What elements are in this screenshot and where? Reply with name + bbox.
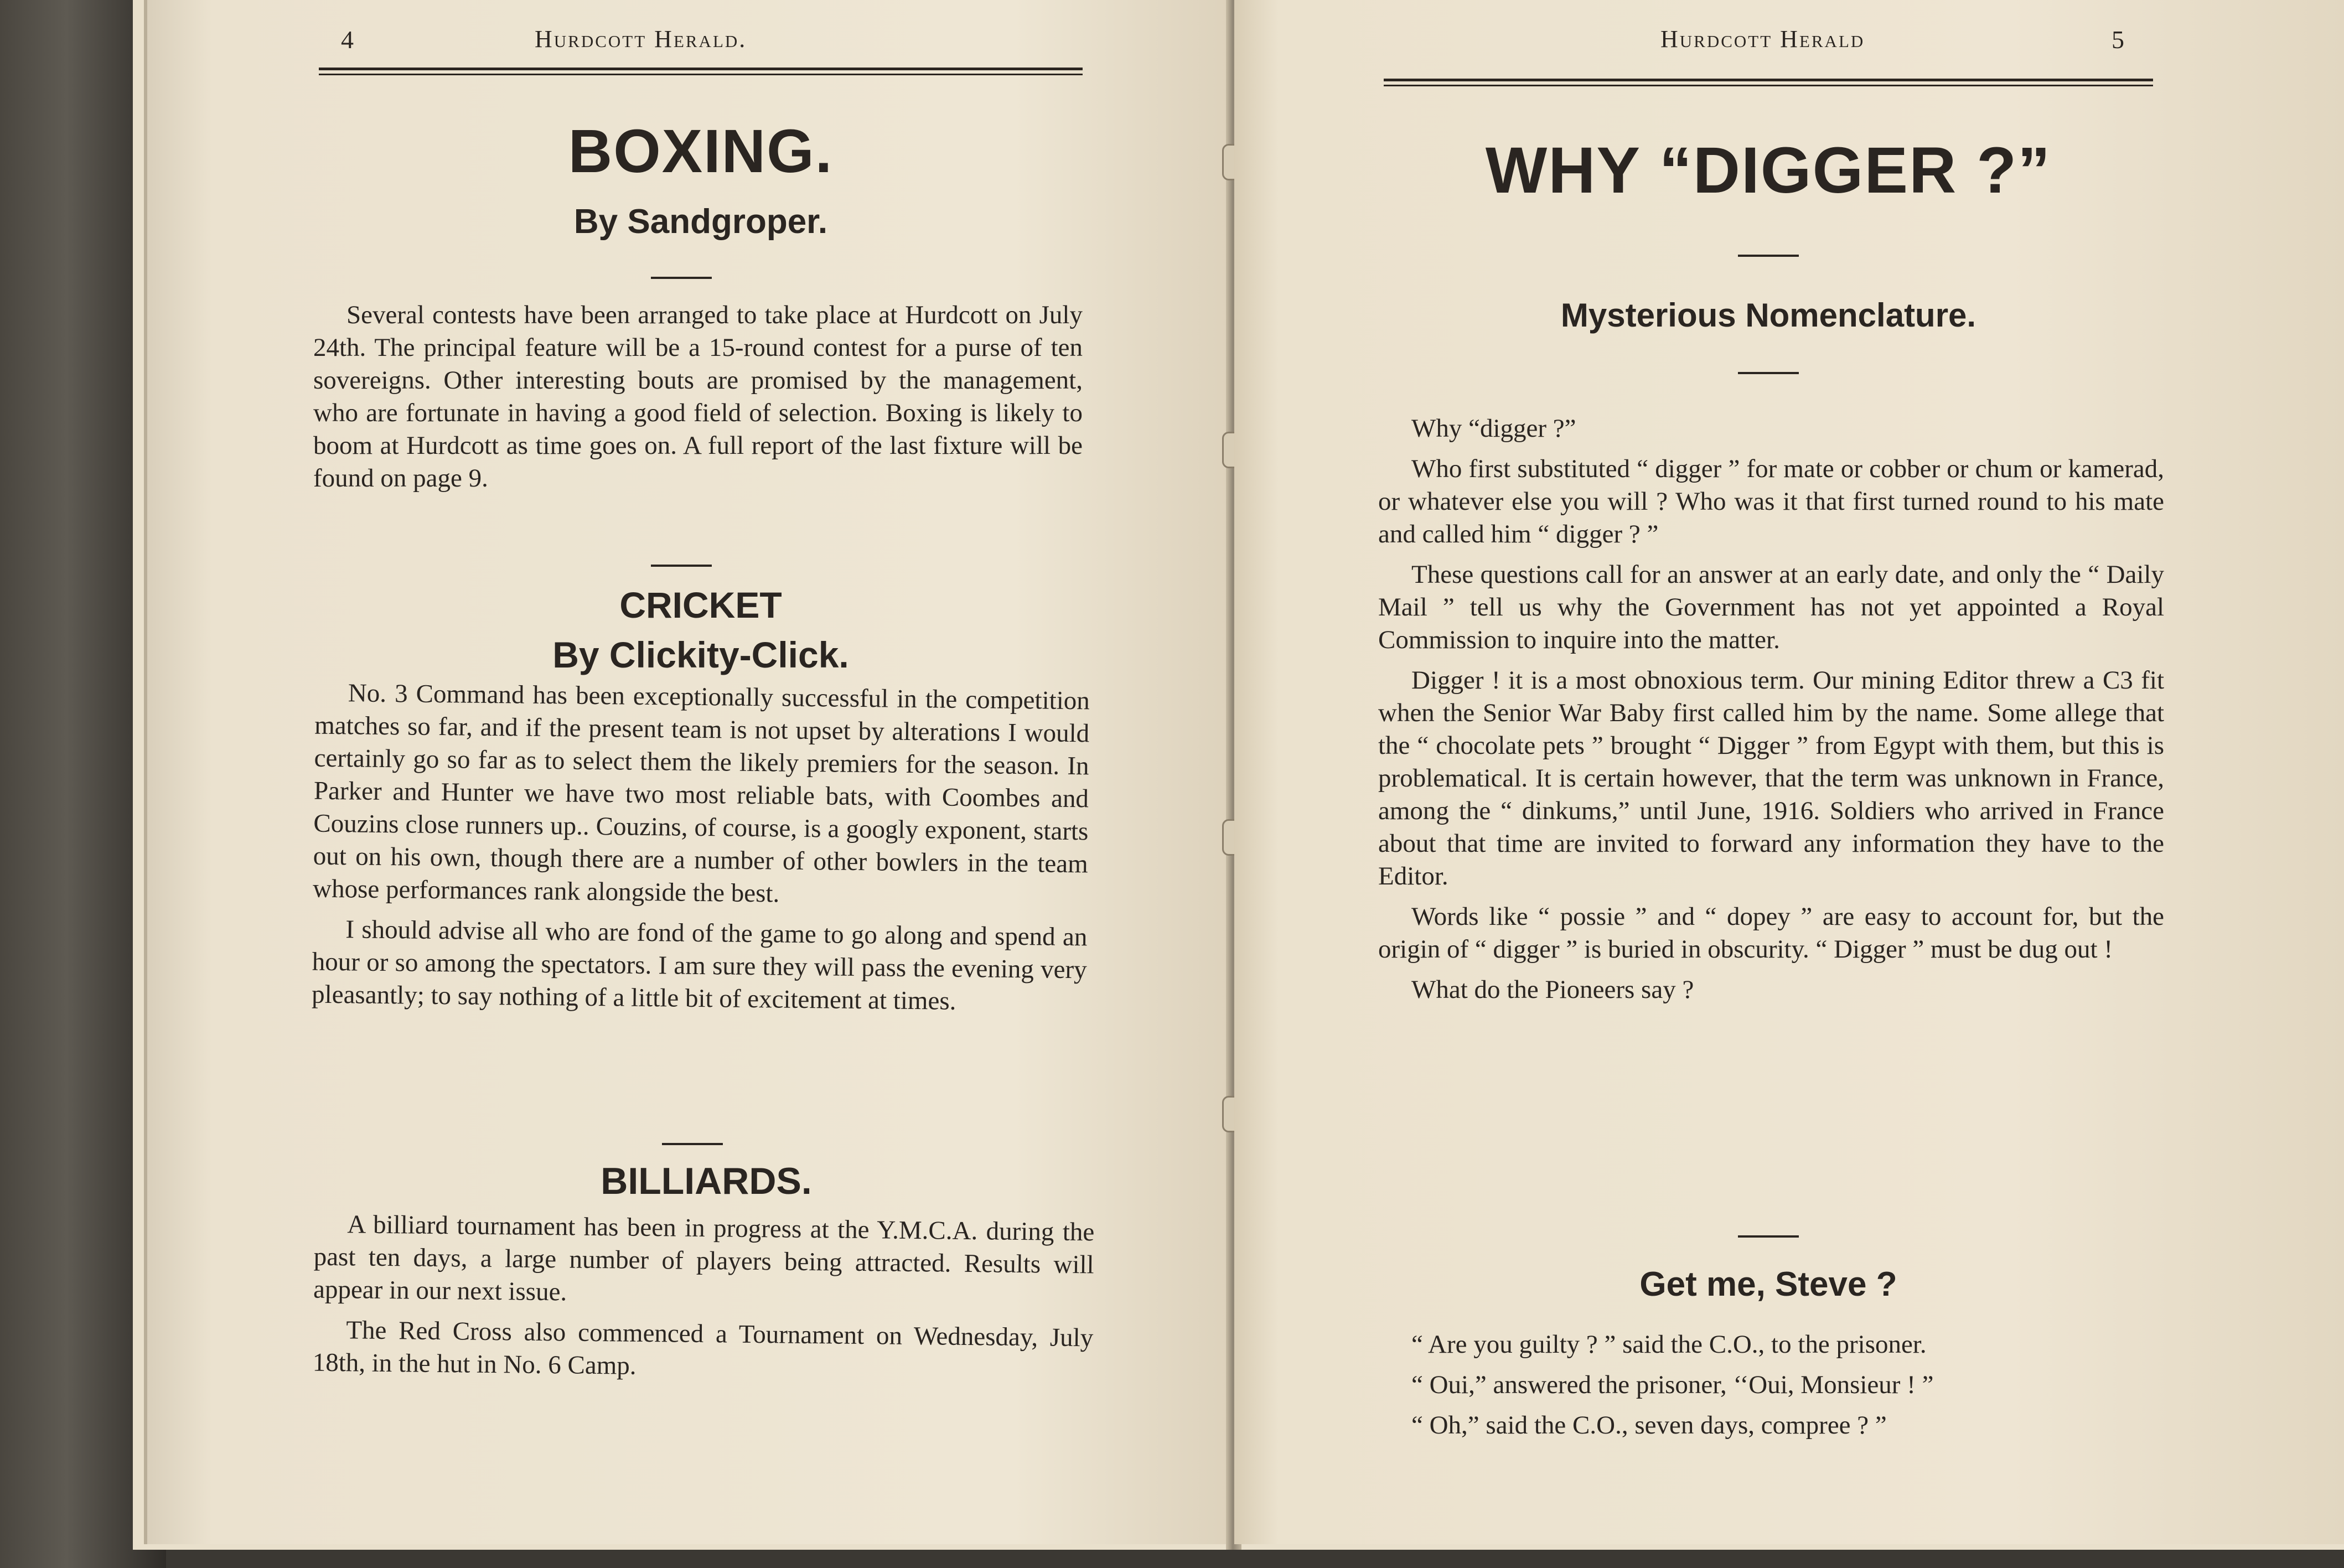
paragraph: Several contests have been arranged to take place at Hurdcott on July 24th. The principal feature will be a 15-round contest for a purse of ten sovereigns. Other interesting bouts are promised by the management, who are fortunate in having a good field of selection. Boxing is likely to boom at Hurdcott as time goes on. A full report of the last fixture will be found on page 9. bbox=[313, 301, 1083, 493]
article-subtitle: Mysterious Nomenclature. bbox=[1560, 297, 1976, 334]
header-rule bbox=[319, 68, 1083, 75]
steve-title: Get me, Steve ? bbox=[1639, 1265, 1897, 1303]
billiards-title: BILLIARDS. bbox=[601, 1160, 812, 1202]
running-head: Hurdcott Herald bbox=[1660, 25, 1865, 53]
magazine-spread bbox=[133, 0, 2344, 1550]
paragraph: Digger ! it is a most obnoxious term. Our mining Editor threw a C3 fit when the Senior War Baby first called him by the name. Some allege that the “ chocolate pets ” brought “ Digger ” from Egypt with them, but this is problematical. It is certain however, that the term was unknown in France, among the “ dinkums,” until June, 1916. Soldiers who arrived in France about that time are invited to forward any information they have to the Editor. bbox=[1378, 666, 2164, 891]
article-title: WHY “DIGGER ?” bbox=[1485, 134, 2052, 207]
section-rule bbox=[1738, 372, 1799, 374]
page-number: 4 bbox=[341, 25, 354, 54]
paragraph: Why “digger ?” bbox=[1411, 414, 1576, 443]
paragraph: No. 3 Command has been exceptionally successful in the competition matches so far, and if the present team is not upset by alterations I would certainly go so far as to select them the likely premiers for the season. In Parker and Hunter we have two most reliable bats, with Coombes and Couzins close runners up.. Couzins, of course, is a googly exponent, starts out on his own, though there are a number of other bowlers in the team whose performances rank alongside the best. bbox=[312, 679, 1090, 908]
section-rule bbox=[651, 565, 712, 567]
steve-dialogue bbox=[1378, 1328, 2164, 1442]
paragraph: What do the Pioneers say ? bbox=[1411, 975, 1694, 1004]
paragraph: Words like “ possie ” and “ dopey ” are easy to account for, but the origin of “ digger ” is buried in obscurity. “ Digger ” must be dug out ! bbox=[1378, 902, 2164, 964]
billiards-article bbox=[312, 1208, 1094, 1388]
header-rule bbox=[1384, 79, 2153, 86]
digger-article bbox=[1378, 412, 2164, 1006]
paragraph: A billiard tournament has been in progress at the Y.M.C.A. during the past ten days, a large number of players being attracted. Results will appear in our next issue. bbox=[313, 1210, 1095, 1307]
dialogue-line: “ Oh,” said the C.O., seven days, compree ? ” bbox=[1411, 1411, 1887, 1440]
left-page bbox=[144, 0, 1229, 1544]
dialogue-line: “ Are you guilty ? ” said the C.O., to the prisoner. bbox=[1411, 1330, 1927, 1359]
boxing-title: BOXING. bbox=[568, 117, 834, 185]
section-rule bbox=[1738, 255, 1799, 257]
page-number: 5 bbox=[2112, 25, 2124, 54]
paragraph: Who first substituted “ digger ” for mate or cobber or chum or kamerad, or whatever else you will ? Who was it that first turned round to his mate and called him “ digger ? ” bbox=[1378, 454, 2164, 548]
boxing-byline: By Sandgroper. bbox=[573, 203, 828, 241]
boxing-article bbox=[313, 299, 1083, 495]
paragraph: These questions call for an answer at an early date, and only the “ Daily Mail ” tell us why the Government has not yet appointed a Royal Commission to inquire into the matter. bbox=[1378, 560, 2164, 654]
dialogue-line: “ Oui,” answered the prisoner, ‘‘Oui, Monsieur ! ” bbox=[1411, 1370, 1934, 1399]
cricket-byline: By Clickity-Click. bbox=[552, 634, 849, 675]
paragraph: I should advise all who are fond of the game to go along and spend an hour or so among the spectators. I am sure they will pass the evening very pleasantly; to say nothing of a little bit of excitement at times. bbox=[311, 915, 1088, 1016]
cricket-title: CRICKET bbox=[619, 584, 782, 625]
right-page bbox=[1234, 0, 2344, 1544]
section-rule bbox=[662, 1143, 723, 1145]
section-rule bbox=[1738, 1235, 1799, 1238]
cricket-article bbox=[312, 677, 1090, 1020]
running-head: Hurdcott Herald. bbox=[535, 25, 747, 53]
section-rule bbox=[651, 277, 712, 279]
paragraph: The Red Cross also commenced a Tournament on Wednesday, July 18th, in the hut in No. 6 Camp. bbox=[312, 1316, 1094, 1380]
